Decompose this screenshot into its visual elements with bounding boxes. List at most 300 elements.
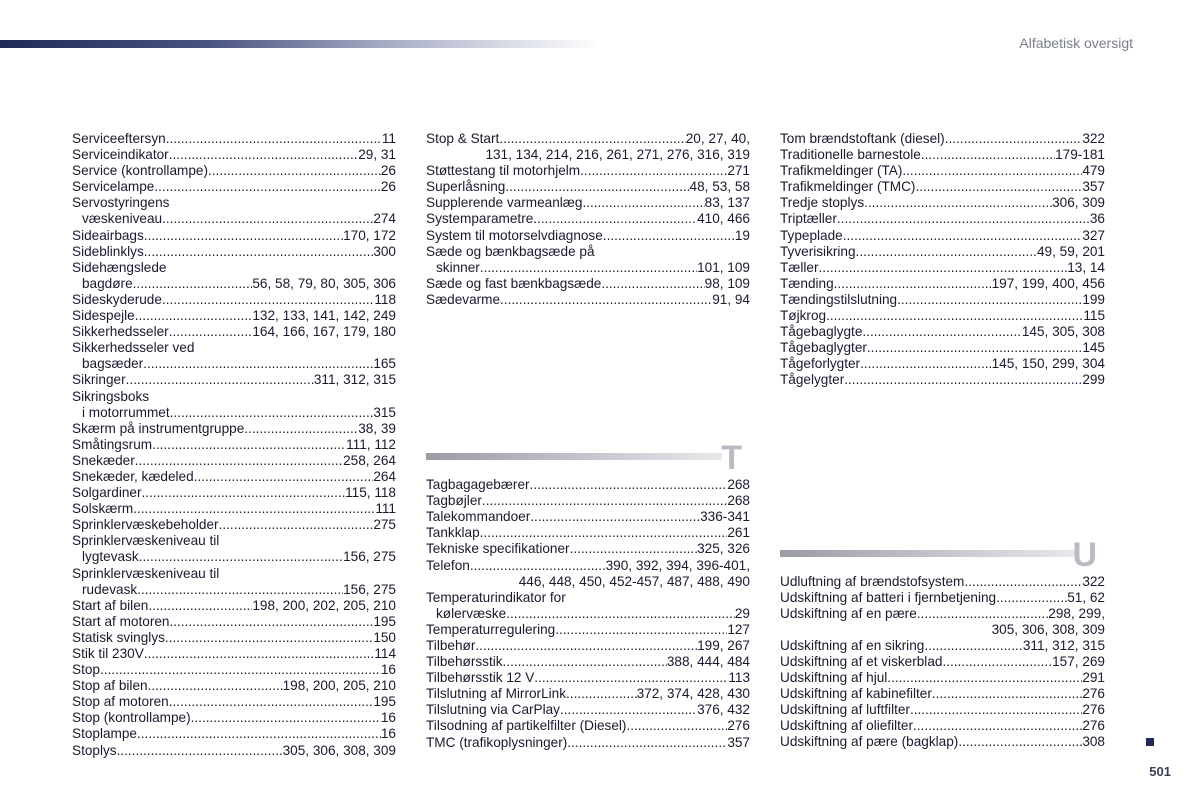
index-term: Talekommandoer [426, 509, 531, 525]
index-entry-row [72, 614, 396, 630]
index-term: Udluftning af brændstofsystem [780, 573, 965, 589]
index-term: Stop [72, 662, 100, 678]
dot-leader [819, 260, 1068, 276]
index-entry [780, 654, 1105, 670]
index-entry-heading: Sæde og bænkbagsæde på [426, 243, 595, 259]
index-entry [780, 131, 1105, 147]
index-term: Snekæder, kædeled [72, 468, 194, 484]
dot-leader [942, 654, 1052, 670]
index-entry-row [426, 558, 750, 574]
index-entry [426, 638, 750, 654]
index-entry-row [780, 686, 1105, 702]
index-entry [426, 195, 750, 211]
index-term: Temperaturregulering [426, 621, 556, 637]
index-entry [426, 718, 750, 734]
page-reference: 357 [727, 734, 750, 750]
index-term: bagdøre [82, 275, 133, 291]
dot-leader [470, 558, 606, 574]
dot-leader [169, 147, 358, 163]
dot-leader [567, 735, 727, 751]
index-entry [72, 517, 396, 533]
dot-leader [945, 131, 1083, 147]
index-term: Triptæller [780, 211, 837, 227]
index-entry-row [426, 228, 750, 244]
index-entry-row [72, 147, 396, 163]
index-entry-row [72, 131, 396, 147]
index-entry-row [72, 501, 396, 517]
dot-leader [482, 493, 727, 509]
index-term: Udskiftning af et viskerblad [780, 653, 943, 669]
index-entry [780, 211, 1105, 227]
index-term: Service (kontrollampe) [72, 163, 208, 179]
dot-leader [917, 606, 1049, 622]
page-reference: 170, 172 [343, 227, 396, 243]
page-reference: 13, 14 [1067, 259, 1105, 275]
dot-leader [958, 734, 1082, 750]
dot-leader [603, 228, 735, 244]
page-reference: 19 [734, 227, 750, 243]
index-term: Sideskyderude [72, 291, 162, 307]
index-term: rudevask [82, 581, 138, 597]
index-term: Systemparametre [426, 211, 534, 227]
index-term: Tæller [780, 259, 819, 275]
index-entry-row [780, 292, 1105, 308]
index-entry [72, 469, 396, 485]
index-entry [780, 356, 1105, 372]
index-entry-row [72, 582, 396, 598]
index-entry [426, 509, 750, 525]
index-term: Serviceindikator [72, 147, 169, 163]
index-entry-row [72, 372, 396, 388]
index-term: væskeniveau [82, 211, 163, 227]
page-reference: 268 [727, 493, 750, 509]
page-reference: 157, 269 [1052, 653, 1105, 669]
index-entry [72, 630, 396, 646]
index-term: Tekniske specifikationer [426, 541, 570, 557]
dot-leader [194, 469, 374, 485]
index-entry-row [72, 244, 396, 260]
index-entry [72, 694, 396, 710]
page-reference: 298, 299, [1048, 605, 1105, 621]
index-list-t [426, 477, 750, 751]
index-entry [780, 734, 1105, 750]
index-entry [72, 147, 396, 163]
dot-leader [921, 147, 1055, 163]
index-entry [780, 228, 1105, 244]
index-term: Tågebaglygter [780, 340, 867, 356]
dot-leader [844, 372, 1082, 388]
index-term: Tankklap [426, 525, 480, 541]
index-entry [72, 453, 396, 469]
dot-leader [126, 372, 314, 388]
dot-leader [860, 356, 992, 372]
dot-leader [475, 638, 697, 654]
dot-leader [480, 260, 697, 276]
page-reference: 195 [373, 694, 396, 710]
index-term: Telefon [426, 557, 470, 573]
index-term: Skærm på instrumentgruppe [72, 420, 245, 436]
index-entry-row [780, 638, 1105, 654]
dot-leader [480, 525, 728, 541]
index-entry [426, 702, 750, 718]
page-reference: 305, 306, 308, 309 [282, 742, 396, 758]
index-term: Stoplampe [72, 726, 137, 742]
dot-leader [560, 702, 697, 718]
index-entry-row [780, 244, 1105, 260]
page-reference: 390, 392, 394, 396-401, [605, 557, 750, 573]
page-reference: 118 [374, 291, 396, 307]
dot-leader [555, 622, 727, 638]
index-term: Sprinklervæskebeholder [72, 517, 219, 533]
index-term: skinner [436, 259, 480, 275]
index-entry-row [72, 453, 396, 469]
index-term: Trafikmeldinger (TA) [780, 163, 903, 179]
index-entry-row [780, 340, 1105, 356]
index-entry [72, 501, 396, 517]
dot-leader [932, 686, 1082, 702]
index-entry [426, 228, 750, 244]
dot-leader [856, 244, 1037, 260]
index-entry-row [72, 421, 396, 437]
page-reference: 479 [1082, 163, 1105, 179]
index-entry [780, 195, 1105, 211]
dot-leader [144, 228, 343, 244]
dot-leader [208, 163, 381, 179]
index-entry [426, 670, 750, 686]
index-entry-row [426, 525, 750, 541]
index-column-3 [780, 131, 1105, 751]
index-entry [780, 260, 1105, 276]
page-reference: 114 [374, 646, 396, 661]
page-reference: 56, 58, 79, 80, 305, 306 [252, 275, 396, 291]
page-reference: 156, 275 [343, 549, 396, 565]
index-entry [426, 622, 750, 638]
index-term: Stop af bilen [72, 678, 148, 694]
index-entry [426, 292, 750, 308]
dot-leader [148, 678, 283, 694]
page-reference: 308 [1082, 734, 1105, 750]
index-term: Tilslutning via CarPlay [426, 702, 560, 718]
page-reference: 101, 109 [697, 259, 750, 275]
index-entry-row [780, 308, 1105, 324]
dot-leader [244, 421, 358, 437]
index-term: Tændingstilslutning [780, 291, 898, 307]
index-entry [72, 292, 396, 308]
dot-leader [191, 710, 381, 726]
index-entry-row [72, 308, 396, 324]
dot-leader [910, 702, 1082, 718]
page-reference-continued: 446, 448, 450, 452-457, 487, 488, 490 [518, 573, 750, 589]
index-entry [72, 163, 396, 179]
dot-leader [826, 308, 1083, 324]
index-entry-row [426, 735, 750, 751]
page-reference: 127 [727, 621, 750, 637]
index-entry [72, 598, 396, 614]
page-reference: 199 [1082, 291, 1105, 307]
index-entry [780, 574, 1105, 590]
page-reference: 275 [373, 517, 396, 533]
index-entry-row [426, 493, 750, 509]
page-reference: 258, 264 [343, 452, 396, 468]
index-term: Tyverisikring [780, 243, 856, 259]
page-reference: 274 [373, 211, 396, 227]
index-term: Stop (kontrollampe) [72, 710, 191, 726]
page-reference: 198, 200, 205, 210 [282, 678, 396, 694]
index-entry-row [72, 163, 396, 179]
index-term: Udskiftning af kabinefilter [780, 686, 932, 702]
index-term: Tøjkrog [780, 308, 827, 324]
index-entry-row [72, 726, 396, 742]
dot-leader [506, 606, 735, 622]
index-entry [426, 493, 750, 509]
dot-leader [626, 718, 727, 734]
page-reference: 164, 166, 167, 179, 180 [252, 324, 396, 340]
dot-leader [862, 324, 1021, 340]
dot-leader [162, 211, 373, 227]
index-term: Udskiftning af en pære [780, 605, 917, 621]
index-term: Tilbehør [426, 637, 476, 653]
section-letter-u: U [1072, 535, 1097, 574]
index-entry [72, 614, 396, 630]
dot-leader [580, 163, 727, 179]
dot-leader [505, 179, 689, 195]
index-term: Tredje stoplys [780, 195, 865, 211]
index-entry [426, 131, 750, 163]
page-reference: 91, 94 [712, 291, 750, 307]
dot-leader [913, 718, 1082, 734]
spacer [426, 308, 750, 441]
index-entry-row [780, 718, 1105, 734]
index-term: Tågebaglygte [780, 324, 863, 340]
index-entry [780, 244, 1105, 260]
index-term: Supplerende varmeanlæg [426, 195, 583, 211]
index-term: Superlåsning [426, 179, 506, 195]
header-bar [0, 40, 600, 48]
dot-leader [530, 509, 700, 525]
index-term: lygtevask [82, 549, 139, 565]
page-reference-continued: 131, 134, 214, 216, 261, 271, 276, 316, 319 [485, 147, 750, 163]
index-column-1 [72, 131, 396, 759]
dot-leader [867, 340, 1082, 356]
index-entry-row [780, 211, 1105, 227]
index-term: Småtingsrum [72, 436, 153, 452]
index-entry [72, 437, 396, 453]
page-reference: 16 [380, 710, 396, 726]
index-entry [72, 485, 396, 501]
page-reference: 145, 150, 299, 304 [991, 356, 1105, 372]
page-reference: 388, 444, 484 [666, 654, 750, 670]
page-marker [1146, 738, 1154, 746]
index-term: Sidespejle [72, 308, 135, 324]
page-reference: 165 [373, 356, 396, 372]
index-entry [426, 244, 750, 276]
page-reference: 98, 109 [704, 275, 750, 291]
dot-leader [530, 477, 728, 493]
index-entry-row [780, 276, 1105, 292]
index-list-t-continued [780, 131, 1105, 389]
page-reference: 179-181 [1055, 147, 1105, 163]
index-entry [72, 662, 396, 678]
index-entry-heading: Sprinklervæskeniveau til [72, 565, 220, 581]
dot-leader [534, 670, 728, 686]
index-entry-row [780, 590, 1105, 606]
page-reference: 26 [380, 179, 396, 195]
index-entry [780, 670, 1105, 686]
page-reference: 113 [728, 670, 750, 686]
index-entry-row [780, 702, 1105, 718]
dot-leader [142, 485, 346, 501]
dot-leader [897, 292, 1082, 308]
page-reference: 322 [1082, 573, 1105, 589]
index-entry-row [426, 509, 750, 525]
page-reference: 132, 133, 141, 142, 249 [252, 308, 396, 324]
dot-leader [915, 179, 1082, 195]
index-entry [72, 421, 396, 437]
index-entry-row [426, 179, 750, 195]
index-term: TMC (trafikoplysninger) [426, 734, 568, 750]
page-reference: 16 [380, 662, 396, 678]
index-entry-row [780, 356, 1105, 372]
dot-leader [154, 179, 381, 195]
index-entry-row [780, 228, 1105, 244]
index-entry [72, 743, 396, 759]
index-list-u [780, 574, 1105, 751]
index-term: bagsæder [82, 356, 144, 372]
page-reference: 315 [373, 404, 396, 420]
page-reference: 48, 53, 58 [689, 179, 750, 195]
index-entry-row [780, 147, 1105, 163]
page-reference-continued: 305, 306, 308, 309 [991, 621, 1105, 637]
index-entry-row [72, 743, 396, 759]
index-term: Tilslutning af MirrorLink [426, 686, 567, 702]
dot-leader [137, 726, 381, 742]
dot-leader [533, 211, 697, 227]
page-reference: 83, 137 [704, 195, 750, 211]
index-entry [72, 533, 396, 565]
index-entry-row [72, 228, 396, 244]
dot-leader [902, 163, 1082, 179]
index-term: Servicelampe [72, 179, 155, 195]
index-entry-row [72, 211, 396, 227]
index-term: Tilbehørsstik [426, 654, 503, 670]
page-reference: 197, 199, 400, 456 [991, 275, 1105, 291]
index-entry-heading: Sprinklervæskeniveau til [72, 533, 220, 549]
page-reference: 271 [727, 163, 750, 179]
index-list-s-continued [426, 131, 750, 308]
index-term: Statisk svinglys [72, 629, 165, 645]
page-reference: 291 [1082, 670, 1105, 686]
index-entry [426, 735, 750, 751]
index-entry-row [426, 638, 750, 654]
index-term: kølervæske [436, 605, 507, 621]
index-entry-row [72, 179, 396, 195]
index-entry [72, 260, 396, 292]
index-column-2 [426, 131, 750, 751]
index-entry [72, 228, 396, 244]
index-term: Serviceeftersyn [72, 131, 166, 146]
index-entry [426, 541, 750, 557]
index-entry-heading: Temperaturindikator for [426, 589, 566, 605]
dot-leader [964, 574, 1082, 590]
dot-leader [601, 276, 704, 292]
index-term: Udskiftning af luftfilter [780, 702, 910, 718]
index-entry [426, 686, 750, 702]
index-entry-row [780, 574, 1105, 590]
index-entry-row [780, 179, 1105, 195]
index-term: Start af motoren [72, 613, 170, 629]
dot-leader [864, 195, 1052, 211]
index-term: i motorrummet [82, 404, 170, 420]
page-reference: 311, 312, 315 [1022, 637, 1105, 653]
dot-leader [162, 292, 374, 308]
page-reference: 156, 275 [343, 581, 396, 597]
index-entry-heading: Sikringsboks [72, 388, 150, 404]
index-term: System til motorselvdiagnose [426, 227, 603, 243]
index-entry [72, 179, 396, 195]
index-entry-row [72, 662, 396, 678]
dot-leader [219, 517, 374, 533]
index-entry [72, 726, 396, 742]
index-term: Typeplade [780, 227, 843, 243]
dot-leader [996, 590, 1067, 606]
page-reference: 299 [1082, 372, 1105, 388]
index-term: Sikkerhedsseler [72, 324, 169, 340]
index-entry-row [426, 686, 750, 702]
index-entry-row [72, 694, 396, 710]
dot-leader [144, 646, 375, 662]
dot-leader [139, 549, 343, 565]
index-entry-row [780, 654, 1105, 670]
page-reference: 327 [1082, 227, 1105, 243]
index-entry-row [426, 163, 750, 179]
index-entry-row [426, 541, 750, 557]
page-reference: 16 [380, 726, 396, 742]
index-entry-row [780, 606, 1105, 622]
index-entry [780, 702, 1105, 718]
index-term: Solgardiner [72, 485, 142, 501]
page-reference: 276 [1082, 702, 1105, 718]
index-entry-row [72, 630, 396, 646]
index-term: Sikringer [72, 372, 126, 388]
index-entry [72, 372, 396, 388]
index-entry [426, 179, 750, 195]
index-entry-row [780, 163, 1105, 179]
dot-leader [100, 662, 381, 678]
section-rule [426, 453, 722, 460]
page-reference: 38, 39 [358, 420, 396, 436]
dot-leader [166, 131, 382, 147]
dot-leader [570, 541, 698, 557]
index-term: Snekæder [72, 452, 135, 468]
dot-leader [503, 654, 667, 670]
index-entry-row [72, 292, 396, 308]
index-entry-heading: Sikkerhedsseler ved [72, 340, 195, 356]
index-entry [426, 558, 750, 590]
page-reference: 115, 118 [345, 485, 396, 501]
dot-leader [144, 244, 374, 260]
index-entry [72, 308, 396, 324]
index-entry-row [72, 646, 396, 662]
index-entry-heading: Sidehængslede [72, 259, 167, 275]
section-rule [780, 550, 1076, 557]
index-entry-row [780, 734, 1105, 750]
index-entry [72, 566, 396, 598]
page-reference: 276 [1082, 718, 1105, 734]
dot-leader [169, 324, 253, 340]
page-reference: 306, 309 [1052, 195, 1105, 211]
index-term: Stop af motoren [72, 694, 169, 710]
dot-leader [137, 582, 343, 598]
